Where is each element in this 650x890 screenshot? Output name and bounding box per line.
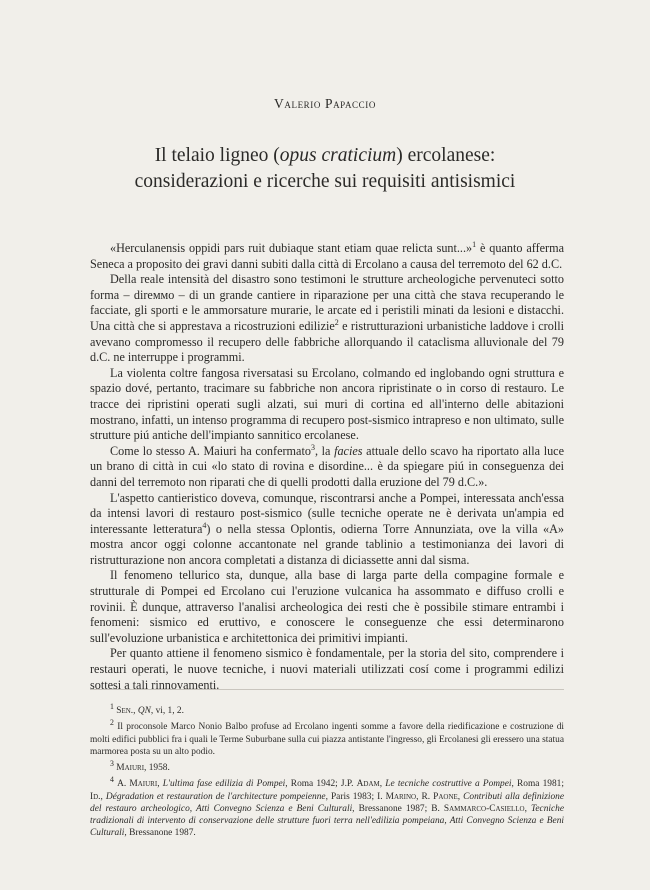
footnote-1: $^1$ Sen., QN, vi, 1, 2. xyxy=(110,702,184,717)
author-name xyxy=(0,96,650,112)
footnote-ref-4[interactable]: 4 xyxy=(202,520,207,530)
paragraph-4: Come lo stesso A. Maiuri ha confermato$^3$, la facies attuale dello scavo ha riportato alla luce un brano di città in cui «lo stato di rovina e disordine... è da spiegare piú in conseguenza dei danni del terremoto non riparati che di quelli prodotti dalla eruzione del 79 d.C.». xyxy=(90,442,564,489)
paragraph-5: L'aspetto cantieristico doveva, comunque, riscontrarsi anche a Pompei, interessata anch'essa da intensi lavori di restauro post-sismico (sulle tecniche operate ne è derivata un'ampia ed interessante letteratura$^4$) o nella stessa Oplontis, odierna Torre Annunziata, ove la villa «A» mostra ancor oggi colonne accantonate nel grande tablinio a testimonianza dei lavori di ristrutturazione non ancora completati a distanza di diciassette anni dal sisma. xyxy=(90,490,564,567)
author-first-name: Valerio xyxy=(274,96,321,111)
article-title xyxy=(0,143,650,195)
paragraph-7: Per quanto attiene il fenomeno sismico è fondamentale, per la storia del sito, comprendere i restauri operati, le nuove tecniche, i nuovi materiali utilizzati cosí come i programmi edilizi sottesi a tali rinnovamenti. xyxy=(90,646,564,692)
footnote-ref-3[interactable]: 3 xyxy=(310,442,315,452)
title-line-2: considerazioni e ricerche sui requisiti antisismici xyxy=(134,171,516,192)
paragraph-2: Della reale intensità del disastro sono testimoni le strutture archeologiche pervenuteci sotto forma – direммо – di un grande cantiere in riparazione per una città che stava recuperando le facciate, gli sporti e le ammorsature murarie, le arcate ed i peristili minati da lesioni e distacchi. Una città che si apprestava a ricostruzioni edilizie$^2$ e ristrutturazioni urbanistiche laddove i crolli avevano compromesso il recupero delle fabbriche allorquando il cataclisma alluvionale del 79 d.C. ne interruppe i programmi. xyxy=(90,272,564,365)
body-text xyxy=(90,241,564,693)
title-italic-term: opus craticium xyxy=(279,145,397,166)
paragraph-3: La violenta coltre fangosa riversatasi su Ercolano, colmando ed inglobando ogni struttura e spazio dové, pertanto, tracimare su fabbriche non ancora ripristinate o in corso di restauro. Le tracce dei ripristini operati sugli alzati, sui muri di cortina ed all'interno delle abitazioni mostrano, infatti, un intenso programma di recupero post-sismico intrapreso e non ultimato, sulle strutture piú antiche dell'impianto sannitico ercolanese. xyxy=(90,365,564,443)
paragraph-1: «Herculanensis oppidi pars ruit dubiaque stant etiam quae relicta sunt...»$^1$ è quanto afferma Seneca a proposito dei gravi danni subiti dalla città di Ercolano a causa del terremoto del 62 d.C. xyxy=(90,239,564,271)
author-last-name: Papaccio xyxy=(324,96,376,111)
footnote-ref-1[interactable]: 1 xyxy=(472,239,477,249)
footnote-2: $^2$ Il proconsole Marco Nonio Balbo profuse ad Ercolano ingenti somme a favore della riedificazione e costruzione di molti edifici pubblici fra i quali le Terme Suburbane sulla cui piazza antistante l'ingresso, gli Ercolanesi gli eressero una statua marmorea posta su un alto podio. xyxy=(90,718,564,757)
paragraph-6: Il fenomeno tellurico sta, dunque, alla base di larga parte della compagine formale e strutturale di Pompei ed Ercolano cui l'eruzione vulcanica ha assommato e diffuso crolli e rovinii. È dunque, attraverso l'analisi archeologica dei resti che è possibile stimare entrambi i fenomeni: sismico ed eruttivo, e conoscere le conseguenze che essi determinarono sull'evoluzione urbanistica e architettonica dei primitivi impianti. xyxy=(90,568,564,645)
footnotes xyxy=(90,701,564,840)
footnote-divider xyxy=(90,689,564,690)
footnote-4: $^4$ A. Maiuri, L'ultima fase edilizia di Pompei, Roma 1942; J.P. Adam, Le tecniche costruttive a Pompei, Roma 1981; Id., Dégradation et restauration de l'architecture pompeienne, Paris 1983; I. Marino, R. Paone, Contributi alla definizione del restauro archeologico, Atti Convegno Scienza e Beni Culturali, Bressanone 1987; B. Sammarco-Casiello, Tecniche tradizionali di intervento di conservazione delle strutture fuori terra nell'edilizia pompeiana, Atti Convegno Scienza e Beni Culturali, Bressanone 1987. xyxy=(90,775,564,839)
title-line-1: Il telaio ligneo (opus craticium) ercolanese: xyxy=(154,145,496,166)
footnote-ref-2[interactable]: 2 xyxy=(334,317,339,327)
footnote-3: $^3$ Maiuri, 1958. xyxy=(110,759,170,774)
